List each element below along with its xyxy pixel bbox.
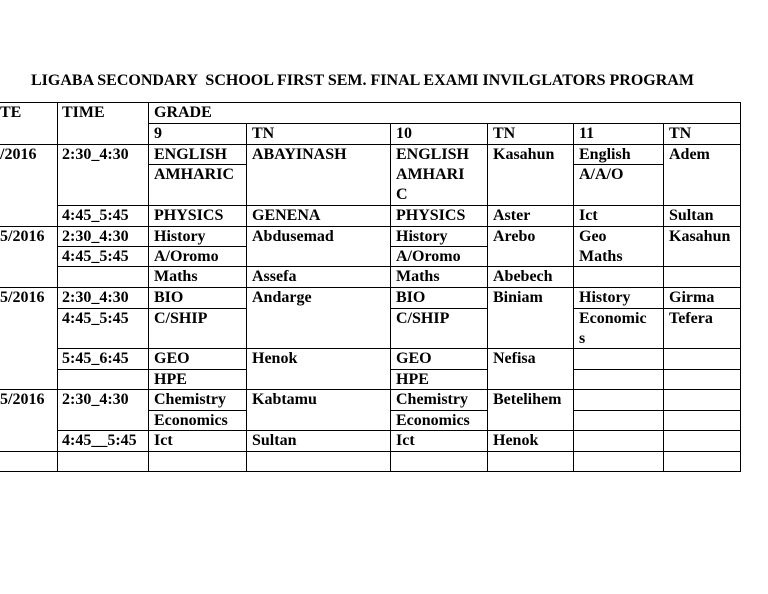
header-tn-9: TN — [252, 125, 275, 142]
day3-s3-g9: GEO — [154, 350, 190, 367]
day1-s1-g11-subject-b: A/A/O — [579, 166, 624, 183]
day4-s2-g10: Ict — [396, 432, 415, 449]
day3-s2-tn11: Tefera — [669, 310, 713, 327]
day1-s2-g9: PHYSICS — [154, 207, 224, 224]
day4-date: 5/2016 — [0, 391, 45, 408]
day4-s1-g10-a: Chemistry — [396, 391, 468, 408]
header-time: TIME — [62, 104, 105, 121]
day3-s3-tn10: Nefisa — [493, 350, 536, 367]
day3-s1-g9: BIO — [154, 289, 184, 306]
day3-s4-g10: HPE — [396, 371, 429, 388]
day4-s1-tn9: Kabtamu — [252, 391, 317, 408]
day2-s1-time: 2:30_4:30 — [62, 228, 129, 245]
day4-s1-g9-b: Economics — [154, 412, 228, 429]
day1-s2-tn11: Sultan — [669, 207, 714, 224]
day4-s1-tn10: Betelihem — [493, 391, 562, 408]
day3-s2-g11-a: Economic — [579, 310, 647, 327]
day1-s1-tn10: Kasahun — [493, 146, 555, 163]
day4-s2-time: 4:45__5:45 — [62, 432, 137, 449]
day1-s1-tn11: Adem — [669, 146, 710, 163]
day1-s2-g11: Ict — [579, 207, 598, 224]
day1-date: /2016 — [0, 146, 37, 163]
header-tn-11: TN — [669, 125, 692, 142]
day1-s1-time: 2:30_4:30 — [62, 146, 129, 163]
day2-s1-g10: History — [396, 228, 448, 245]
day3-s1-time: 2:30_4:30 — [62, 289, 129, 306]
day4-s1-g9-a: Chemistry — [154, 391, 226, 408]
day2-s3-tn10: Abebech — [493, 268, 553, 285]
day1-s1-g10-subject-b2: C — [396, 186, 408, 203]
day2-s3-tn9: Assefa — [252, 268, 297, 285]
header-grade-9: 9 — [154, 125, 162, 142]
day1-s2-time: 4:45_5:45 — [62, 207, 129, 224]
day2-s3-g10: Maths — [396, 268, 440, 285]
day4-s2-tn9: Sultan — [252, 432, 297, 449]
day4-s2-g9: Ict — [154, 432, 173, 449]
day3-s2-g10: C/SHIP — [396, 310, 450, 327]
day1-s2-g10: PHYSICS — [396, 207, 466, 224]
day2-s1-g11: Geo — [579, 228, 607, 245]
header-grade-11: 11 — [579, 125, 595, 142]
day1-s2-tn10: Aster — [493, 207, 531, 224]
day2-s2-g9: A/Oromo — [154, 248, 219, 265]
day3-s2-g11-b: s — [579, 330, 586, 347]
day2-s1-g9: History — [154, 228, 206, 245]
day2-s1-tn9: Abdusemad — [252, 228, 334, 245]
day3-s1-g10: BIO — [396, 289, 426, 306]
day1-s1-g11-subject-a: English — [579, 146, 631, 163]
day2-s1-tn10: Arebo — [493, 228, 536, 245]
day3-s1-tn11: Girma — [669, 289, 715, 306]
day3-s1-tn9: Andarge — [252, 289, 312, 306]
day3-s3-time: 5:45_6:45 — [62, 350, 129, 367]
day1-s2-tn9: GENENA — [252, 207, 321, 224]
day3-s1-tn10: Biniam — [493, 289, 543, 306]
day3-s4-g9: HPE — [154, 371, 187, 388]
day3-date: 5/2016 — [0, 289, 45, 306]
day2-date: 5/2016 — [0, 228, 45, 245]
day2-s2-g10: A/Oromo — [396, 248, 461, 265]
day3-s3-g10: GEO — [396, 350, 432, 367]
day1-s1-tn9: ABAYINASH — [252, 146, 347, 163]
day1-s1-g9-subject-a: ENGLISH — [154, 146, 227, 163]
day2-s3-g9: Maths — [154, 268, 198, 285]
day4-s2-tn10: Henok — [493, 432, 539, 449]
day1-s1-g9-subject-b: AMHARIC — [154, 166, 234, 183]
header-date: TE — [0, 104, 22, 121]
day2-s1-tn11: Kasahun — [669, 228, 731, 245]
page-title: LIGABA SECONDARY SCHOOL FIRST SEM. FINAL EXAMI INVILGLATORS PROGRAM — [31, 72, 694, 89]
header-grade-10: 10 — [396, 125, 412, 142]
day3-s1-g11: History — [579, 289, 631, 306]
header-tn-10: TN — [493, 125, 516, 142]
day2-s2-time: 4:45_5:45 — [62, 248, 129, 265]
day4-s1-g10-b: Economics — [396, 412, 470, 429]
day3-s2-time: 4:45_5:45 — [62, 310, 129, 327]
day1-s1-g10-subject-a: ENGLISH — [396, 146, 469, 163]
day2-s2-g11: Maths — [579, 248, 623, 265]
day4-s1-time: 2:30_4:30 — [62, 391, 129, 408]
day3-s2-g9: C/SHIP — [154, 310, 208, 327]
header-grade: GRADE — [154, 104, 212, 121]
day1-s1-g10-subject-b1: AMHARI — [396, 166, 465, 183]
day3-s3-tn9: Henok — [252, 350, 298, 367]
